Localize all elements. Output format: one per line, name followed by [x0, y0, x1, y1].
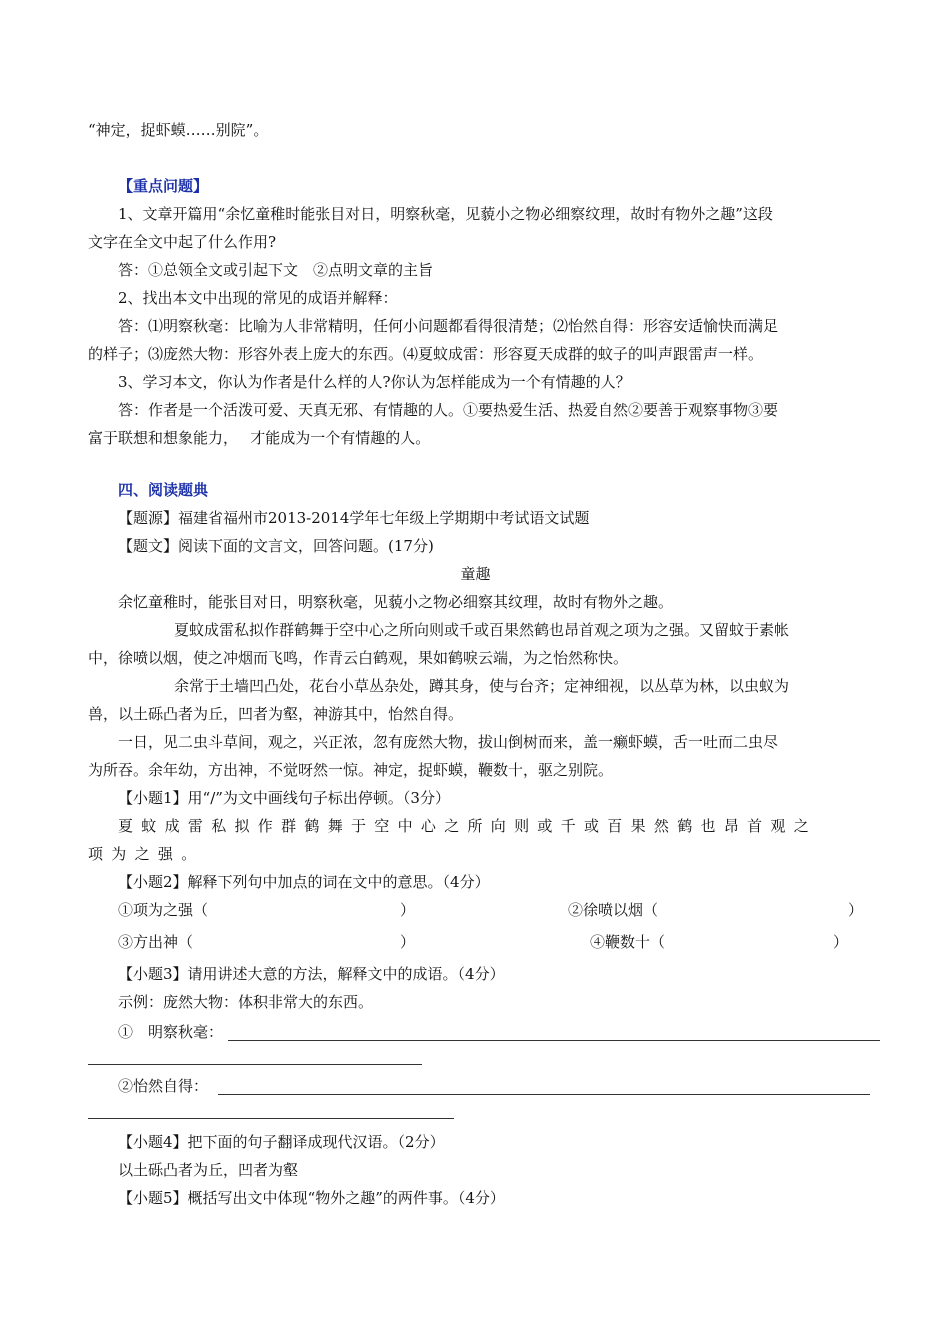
word-item-1: ①项为之强（	[118, 901, 209, 919]
word-item-2-close: ）	[848, 901, 864, 919]
sub-question-1: 【小题1】用“/”为文中画线句子标出停顿。（3分）	[118, 789, 450, 807]
reading-source: 【题源】福建省福州市2013-2014学年七年级上学期期中考试语文试题	[118, 509, 590, 527]
answer-3: 答：作者是一个活泼可爱、天真无邪、有情趣的人。①要热爱生活、热爱自然②要善于观察事物③要	[118, 401, 779, 419]
passage-title: 童趣	[460, 565, 491, 583]
sub-question-1-sentence: 夏蚊成雷私拟作群鹤舞于空中心之所向则或千或百果然鹤也昂首观之	[118, 817, 818, 835]
sub-question-3: 【小题3】请用讲述大意的方法，解释文中的成语。（4分）	[118, 965, 505, 983]
passage-paragraph-2: 夏蚊成雷私拟作群鹤舞于空中心之所向则或千或百果然鹤也昂首观之项为之强。又留蚊于素帐	[174, 621, 790, 639]
answer-2: 答：⑴明察秋毫：比喻为人非常精明，任何小问题都看得很清楚；⑵怡然自得：形容安适愉快而满足	[118, 317, 779, 335]
sub-question-1-sentence-cont: 项为之强。	[88, 845, 205, 863]
passage-paragraph-3-cont: 兽，以土砾凸者为丘，凹者为壑，神游其中，怡然自得。	[88, 705, 464, 723]
example-text: 示例：庞然大物：体积非常大的东西。	[118, 993, 374, 1011]
passage-paragraph-2-cont: 中，徐喷以烟，使之冲烟而飞鸣，作青云白鹤观，果如鹤唳云端，为之怡然称快。	[88, 649, 629, 667]
word-item-3-close: ）	[400, 933, 416, 951]
key-questions-heading: 【重点问题】	[118, 177, 209, 195]
reading-heading: 四、阅读题典	[118, 481, 209, 499]
sub-question-2: 【小题2】解释下列句中加点的词在文中的意思。（4分）	[118, 873, 490, 891]
question-3-text: 3、学习本文，你认为作者是什么样的人?你认为怎样能成为一个有情趣的人？	[118, 373, 631, 391]
question-1-text-cont: 文字在全文中起了什么作用?	[88, 233, 277, 251]
idiom-1-answer-line[interactable]	[228, 1040, 880, 1041]
sub-question-5: 【小题5】概括写出文中体现“物外之趣”的两件事。（4分）	[118, 1189, 505, 1207]
word-item-3: ③方出神（	[118, 933, 194, 951]
idiom-2-answer-line-2[interactable]	[88, 1118, 454, 1119]
word-item-4: ④鞭数十（	[590, 933, 666, 951]
question-1-text: 1、文章开篇用“余忆童稚时能张目对日，明察秋毫，见藐小之物必细察纹理，故时有物外之趣”这段	[118, 205, 773, 223]
answer-1: 答：①总领全文或引起下文 ②点明文章的主旨	[118, 261, 434, 279]
passage-paragraph-4-cont: 为所吞。余年幼，方出神，不觉呀然一惊。神定，捉虾蟆，鞭数十，驱之别院。	[88, 761, 614, 779]
question-2-text: 2、找出本文中出现的常见的成语并解释：	[118, 289, 398, 307]
idiom-2-label: ②怡然自得：	[118, 1077, 209, 1095]
passage-paragraph-3: 余常于土墙凹凸处，花台小草丛杂处，蹲其身，使与台齐；定神细视，以丛草为林，以虫蚁为	[174, 677, 790, 695]
sub-question-4: 【小题4】把下面的句子翻译成现代汉语。（2分）	[118, 1133, 445, 1151]
word-item-4-close: ）	[833, 933, 849, 951]
passage-paragraph-1: 余忆童稚时，能张目对日，明察秋毫，见藐小之物必细察其纹理，故时有物外之趣。	[118, 593, 674, 611]
answer-3-cont: 富于联想和想象能力， 才能成为一个有情趣的人。	[88, 429, 431, 447]
top-quote: “神定，捉虾蟆……别院”。	[88, 121, 269, 139]
sub-question-4-sentence: 以土砾凸者为丘，凹者为壑	[118, 1161, 299, 1179]
word-item-1-close: ）	[400, 901, 416, 919]
idiom-1-label: ① 明察秋毫：	[118, 1023, 224, 1041]
answer-2-cont: 的样子；⑶庞然大物：形容外表上庞大的东西。⑷夏蚊成雷：形容夏天成群的蚊子的叫声跟雷声一样。	[88, 345, 764, 363]
reading-prompt: 【题文】阅读下面的文言文，回答问题。(17分)	[118, 537, 434, 555]
passage-paragraph-4: 一日，见二虫斗草间，观之，兴正浓，忽有庞然大物，拔山倒树而来，盖一癞虾蟆，舌一吐而二虫尽	[118, 733, 779, 751]
idiom-1-answer-line-2[interactable]	[88, 1064, 422, 1065]
idiom-2-answer-line[interactable]	[218, 1094, 870, 1095]
word-item-2: ②徐喷以烟（	[568, 901, 659, 919]
